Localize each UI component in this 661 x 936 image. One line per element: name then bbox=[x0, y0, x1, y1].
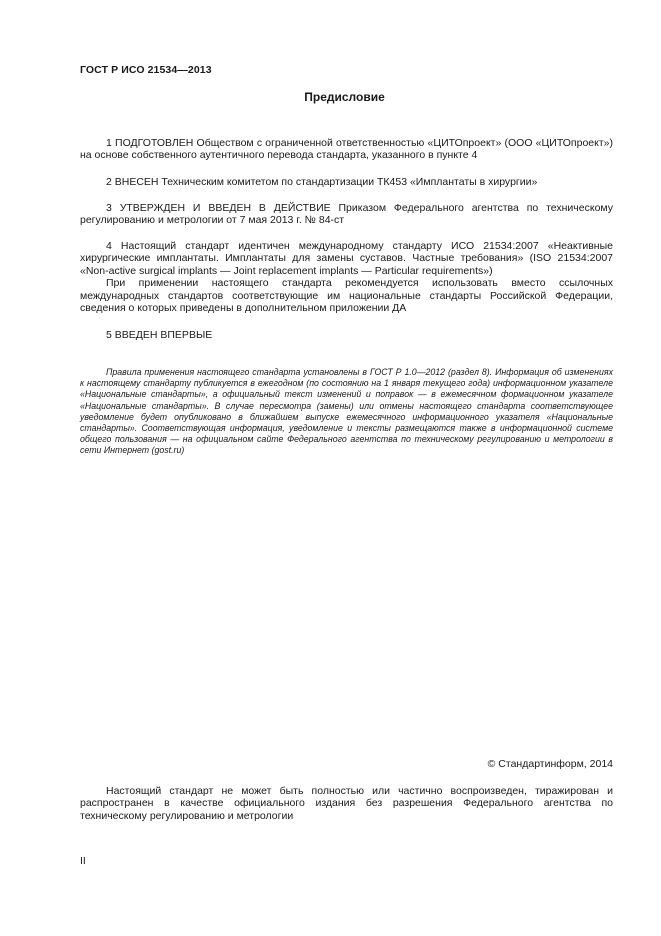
application-rules-note: Правила применения настоящего стандарта установлены в ГОСТ Р 1.0—2012 (раздел 8). Информация об изменениях к настоящему стандарту публикуется в ежегодном (по состоянию на 1 января текущего года) информационном указателе «Национальные стандарты», а официальный текст изменений и поправок — в ежемесячном формационном указателе «Национальные стандарты». В случае пересмотра (замены) или отмены настоящего стандарта соответствующее уведомление будет опубликовано в ближайшем выпуске ежемесячного информационного указателя «Национальные стандарты». Соответствующая информация, уведомление и тексты размещаются также в информационной системе общего пользования — на официальном сайте Федерального агентства по техническому регулированию и метрологии в сети Интернет (gost.ru) bbox=[80, 367, 613, 456]
item-4-text: 4 Настоящий стандарт идентичен международному стандарту ИСО 21534:2007 «Неактивные хирургические имплантаты. Имплантаты для замены суставов. Частные требования» (ISO 21534:2007 «Non-active surgical implants — Joint replacement implants — Particular requirements») bbox=[80, 240, 613, 277]
item-2 bbox=[80, 176, 613, 188]
item-4-reference-text: При применении настоящего стандарта рекомендуется использовать вместо ссылочных международных стандартов соответствующие им национальные стандарты Российской Федерации, сведения о которых приведены в дополнительном приложении ДА bbox=[80, 277, 613, 315]
item-5 bbox=[80, 329, 613, 341]
page-title: Предисловие bbox=[304, 90, 385, 104]
reproduction-notice: Настоящий стандарт не может быть полностью или частично воспроизведен, тиражирован и распространен в качестве официального издания без разрешения Федерального агентства по техническому регулированию и метрологии bbox=[80, 785, 613, 822]
item-2-text: 2 ВНЕСЕН Техническим комитетом по стандартизации ТК453 «Имплантаты в хирургии» bbox=[106, 176, 538, 188]
item-5-text: 5 ВВЕДЕН ВПЕРВЫЕ bbox=[106, 329, 213, 341]
page-number: II bbox=[80, 855, 86, 867]
item-4 bbox=[80, 240, 613, 314]
item-3-text: 3 УТВЕРЖДЕН И ВВЕДЕН В ДЕЙСТВИЕ Приказом Федерального агентства по техническому регулированию и метрологии от 7 мая 2013 г. № 84-ст bbox=[80, 202, 613, 227]
item-1 bbox=[80, 137, 613, 162]
item-1-text: 1 ПОДГОТОВЛЕН Обществом с ограниченной ответственностью «ЦИТОпроект» (ООО «ЦИТОпроект») на основе собственного аутентичного перевода стандарта, указанного в пункте 4 bbox=[80, 137, 613, 162]
document-code: ГОСТ Р ИСО 21534—2013 bbox=[80, 64, 212, 76]
copyright: © Стандартинформ, 2014 bbox=[487, 758, 613, 770]
item-3 bbox=[80, 202, 613, 227]
